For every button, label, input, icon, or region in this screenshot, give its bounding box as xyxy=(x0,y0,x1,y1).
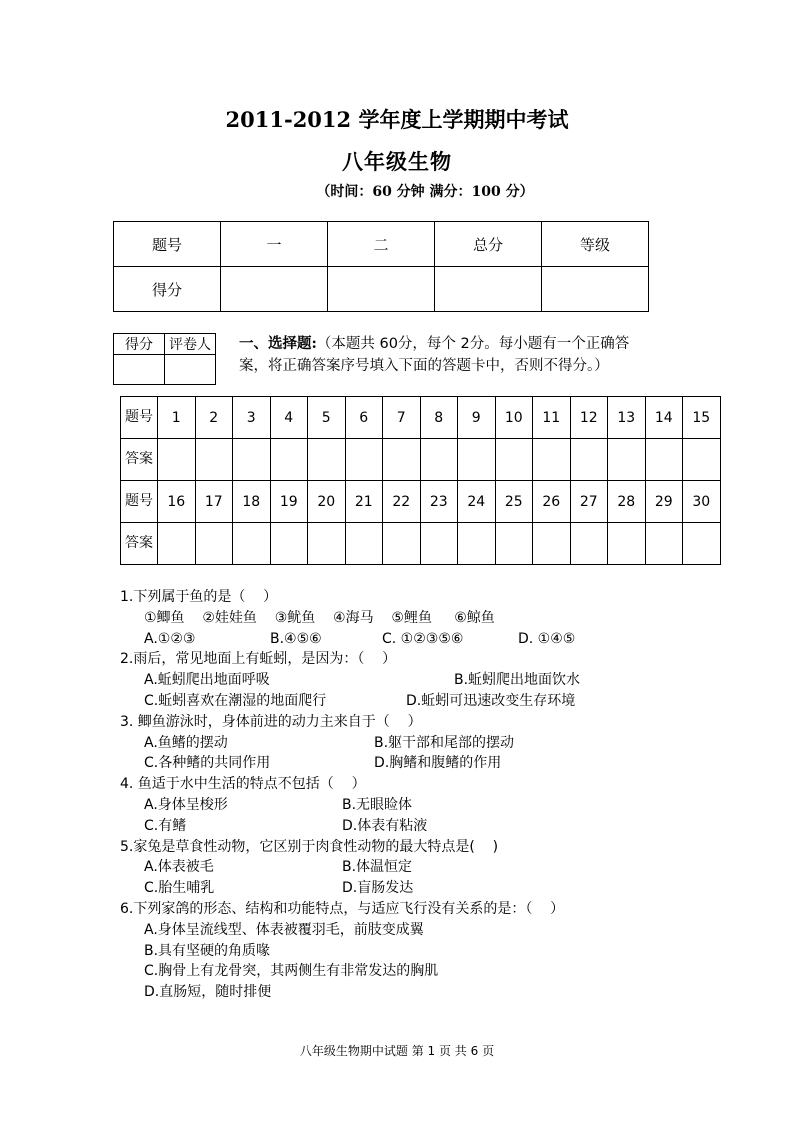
answer-cell xyxy=(233,439,271,481)
option: D. ①④⑤ xyxy=(518,630,576,647)
score-table xyxy=(113,221,649,312)
option-row xyxy=(120,691,760,712)
option-row xyxy=(120,795,760,816)
answer-cell xyxy=(383,523,421,565)
question-number: 14 xyxy=(645,397,683,439)
question-number: 10 xyxy=(495,397,533,439)
answer-sheet-table xyxy=(120,396,721,565)
question-number: 24 xyxy=(458,481,496,523)
question-number: 12 xyxy=(570,397,608,439)
answer-cell xyxy=(683,523,721,565)
question-number: 15 xyxy=(683,397,721,439)
answer-cell xyxy=(608,523,646,565)
section-heading xyxy=(239,333,689,377)
option: C.蚯蚓喜欢在潮湿的地面爬行 xyxy=(144,692,327,709)
answer-cell xyxy=(570,523,608,565)
option: C. ①②③⑤⑥ xyxy=(382,630,464,647)
score-cell: 得分 xyxy=(114,267,221,312)
score-cell xyxy=(542,267,649,312)
score-cell: 题号 xyxy=(114,222,221,267)
answer-number-row xyxy=(121,397,721,439)
option: A.身体呈梭形 xyxy=(144,796,228,813)
answer-blank-row xyxy=(121,439,721,481)
answer-cell xyxy=(495,523,533,565)
answer-cell xyxy=(533,523,571,565)
answer-cell xyxy=(645,439,683,481)
answer-cell xyxy=(195,523,233,565)
question-number: 6 xyxy=(345,397,383,439)
question-number: 5 xyxy=(308,397,346,439)
grader-table xyxy=(113,333,216,385)
option: A.①②③ xyxy=(144,630,196,647)
option-row xyxy=(120,670,760,691)
option: B.体温恒定 xyxy=(342,859,413,876)
question-number: 17 xyxy=(195,481,233,523)
option-row xyxy=(120,733,760,754)
answer-cell xyxy=(533,439,571,481)
question-number: 7 xyxy=(383,397,421,439)
score-cell xyxy=(221,267,328,312)
option: C.胎生哺乳 xyxy=(144,880,215,897)
question-number: 23 xyxy=(420,481,458,523)
question-number: 4 xyxy=(270,397,308,439)
score-header-row xyxy=(114,222,649,267)
question-number: 26 xyxy=(533,481,571,523)
score-cell xyxy=(435,267,542,312)
answer-cell xyxy=(458,439,496,481)
question-number: 3 xyxy=(233,397,271,439)
answer-cell xyxy=(420,523,458,565)
question-number: 25 xyxy=(495,481,533,523)
question-number: 27 xyxy=(570,481,608,523)
question-number: 2 xyxy=(195,397,233,439)
question-number: 16 xyxy=(158,481,196,523)
answer-number-row xyxy=(121,481,721,523)
question-number: 20 xyxy=(308,481,346,523)
question-number: 30 xyxy=(683,481,721,523)
option: C.有鳍 xyxy=(144,817,187,834)
option: D.蚯蚓可迅速改变生存环境 xyxy=(406,692,576,709)
answer-cell xyxy=(233,523,271,565)
grader-score-cell xyxy=(114,355,165,385)
option-row xyxy=(120,857,760,878)
question-stem: 3. 鲫鱼游泳时，身体前进的动力主来自于（ ） xyxy=(120,713,422,730)
grader-name-label: 评卷人 xyxy=(165,334,216,355)
question-stem: 5.家兔是草食性动物，它区别于肉食性动物的最大特点是( ) xyxy=(120,838,499,855)
exam-subject: 八年级生物 xyxy=(342,149,452,174)
option: B.④⑤⑥ xyxy=(270,630,322,647)
answer-cell xyxy=(683,439,721,481)
question-number: 28 xyxy=(608,481,646,523)
question-number: 8 xyxy=(420,397,458,439)
section-desc-line1: （本题共 60分，每个 2分。每小题有一个正确答 xyxy=(316,336,630,352)
answer-cell xyxy=(608,439,646,481)
option: C.胸骨上有龙骨突，其两侧生有非常发达的胸肌 xyxy=(144,963,439,980)
option: A.身体呈流线型、体表被覆羽毛，前肢变成翼 xyxy=(144,921,424,938)
answer-blank-row xyxy=(121,523,721,565)
option: D.体表有粘液 xyxy=(342,817,428,834)
answer-cell xyxy=(458,523,496,565)
answer-cell xyxy=(308,439,346,481)
option: B.蚯蚓爬出地面饮水 xyxy=(454,672,581,689)
option: B.无眼睑体 xyxy=(342,796,413,813)
option: C.各种鳍的共同作用 xyxy=(144,755,271,772)
question-number: 13 xyxy=(608,397,646,439)
answer-cell xyxy=(570,439,608,481)
score-cell: 等级 xyxy=(542,222,649,267)
question-number: 29 xyxy=(645,481,683,523)
answer-cell xyxy=(308,523,346,565)
answer-cell xyxy=(420,439,458,481)
score-cell: 一 xyxy=(221,222,328,267)
option: A.体表被毛 xyxy=(144,859,214,876)
question-stem: 1.下列属于鱼的是（ ） xyxy=(120,589,278,605)
question-number: 21 xyxy=(345,481,383,523)
question-stem: 6.下列家鸽的形态、结构和功能特点，与适应飞行没有关系的是：（ ） xyxy=(120,900,565,917)
option-row xyxy=(120,816,760,837)
question-list xyxy=(120,587,760,1003)
answer-cell xyxy=(270,523,308,565)
option: D.盲肠发达 xyxy=(342,880,414,897)
question-number: 9 xyxy=(458,397,496,439)
page-footer: 八年级生物期中试题 第 1 页 共 6 页 xyxy=(299,1044,495,1058)
option: A.蚯蚓爬出地面呼吸 xyxy=(144,672,270,689)
question-number-label: 题号 xyxy=(121,481,158,523)
answer-cell xyxy=(345,439,383,481)
answer-cell xyxy=(195,439,233,481)
option: B.躯干部和尾部的摆动 xyxy=(374,734,515,751)
score-cell: 二 xyxy=(328,222,435,267)
question-choices-line: ①鲫鱼 ②娃娃鱼 ③鱿鱼 ④海马 ⑤鲤鱼 ⑥鲸鱼 xyxy=(144,609,495,626)
option-row xyxy=(120,753,760,774)
score-cell: 总分 xyxy=(435,222,542,267)
question-number: 18 xyxy=(233,481,271,523)
question-number: 19 xyxy=(270,481,308,523)
question-number: 11 xyxy=(533,397,571,439)
answer-cell xyxy=(270,439,308,481)
question-stem: 4. 鱼适于水中生活的特点不包括（ ） xyxy=(120,776,366,793)
option: B.具有坚硬的角质喙 xyxy=(144,942,271,959)
exam-info: （时间：60 分钟 满分：100 分） xyxy=(316,184,534,200)
grader-name-cell xyxy=(165,355,216,385)
answer-cell xyxy=(645,523,683,565)
section-title: 一、选择题: xyxy=(239,335,317,352)
section-desc-line2: 案，将正确答案序号填入下面的答题卡中，否则不得分。） xyxy=(239,358,609,374)
question-number: 1 xyxy=(158,397,196,439)
option: A.鱼鳍的摆动 xyxy=(144,734,228,751)
score-cell xyxy=(328,267,435,312)
answer-cell xyxy=(345,523,383,565)
option-row xyxy=(120,878,760,899)
answer-cell xyxy=(383,439,421,481)
answer-cell xyxy=(158,439,196,481)
option: D.直肠短，随时排便 xyxy=(144,984,272,1001)
exam-title: 2011-2012 学年度上学期期中考试 xyxy=(225,107,569,132)
answer-cell xyxy=(158,523,196,565)
answer-label: 答案 xyxy=(121,523,158,565)
answer-cell xyxy=(495,439,533,481)
question-number: 22 xyxy=(383,481,421,523)
score-value-row xyxy=(114,267,649,312)
answer-label: 答案 xyxy=(121,439,158,481)
option-row xyxy=(120,629,760,650)
question-number-label: 题号 xyxy=(121,397,158,439)
question-stem: 2.雨后，常见地面上有蚯蚓，是因为：（ ） xyxy=(120,651,397,668)
grader-score-label: 得分 xyxy=(114,334,165,355)
option: D.胸鳍和腹鳍的作用 xyxy=(374,755,502,772)
